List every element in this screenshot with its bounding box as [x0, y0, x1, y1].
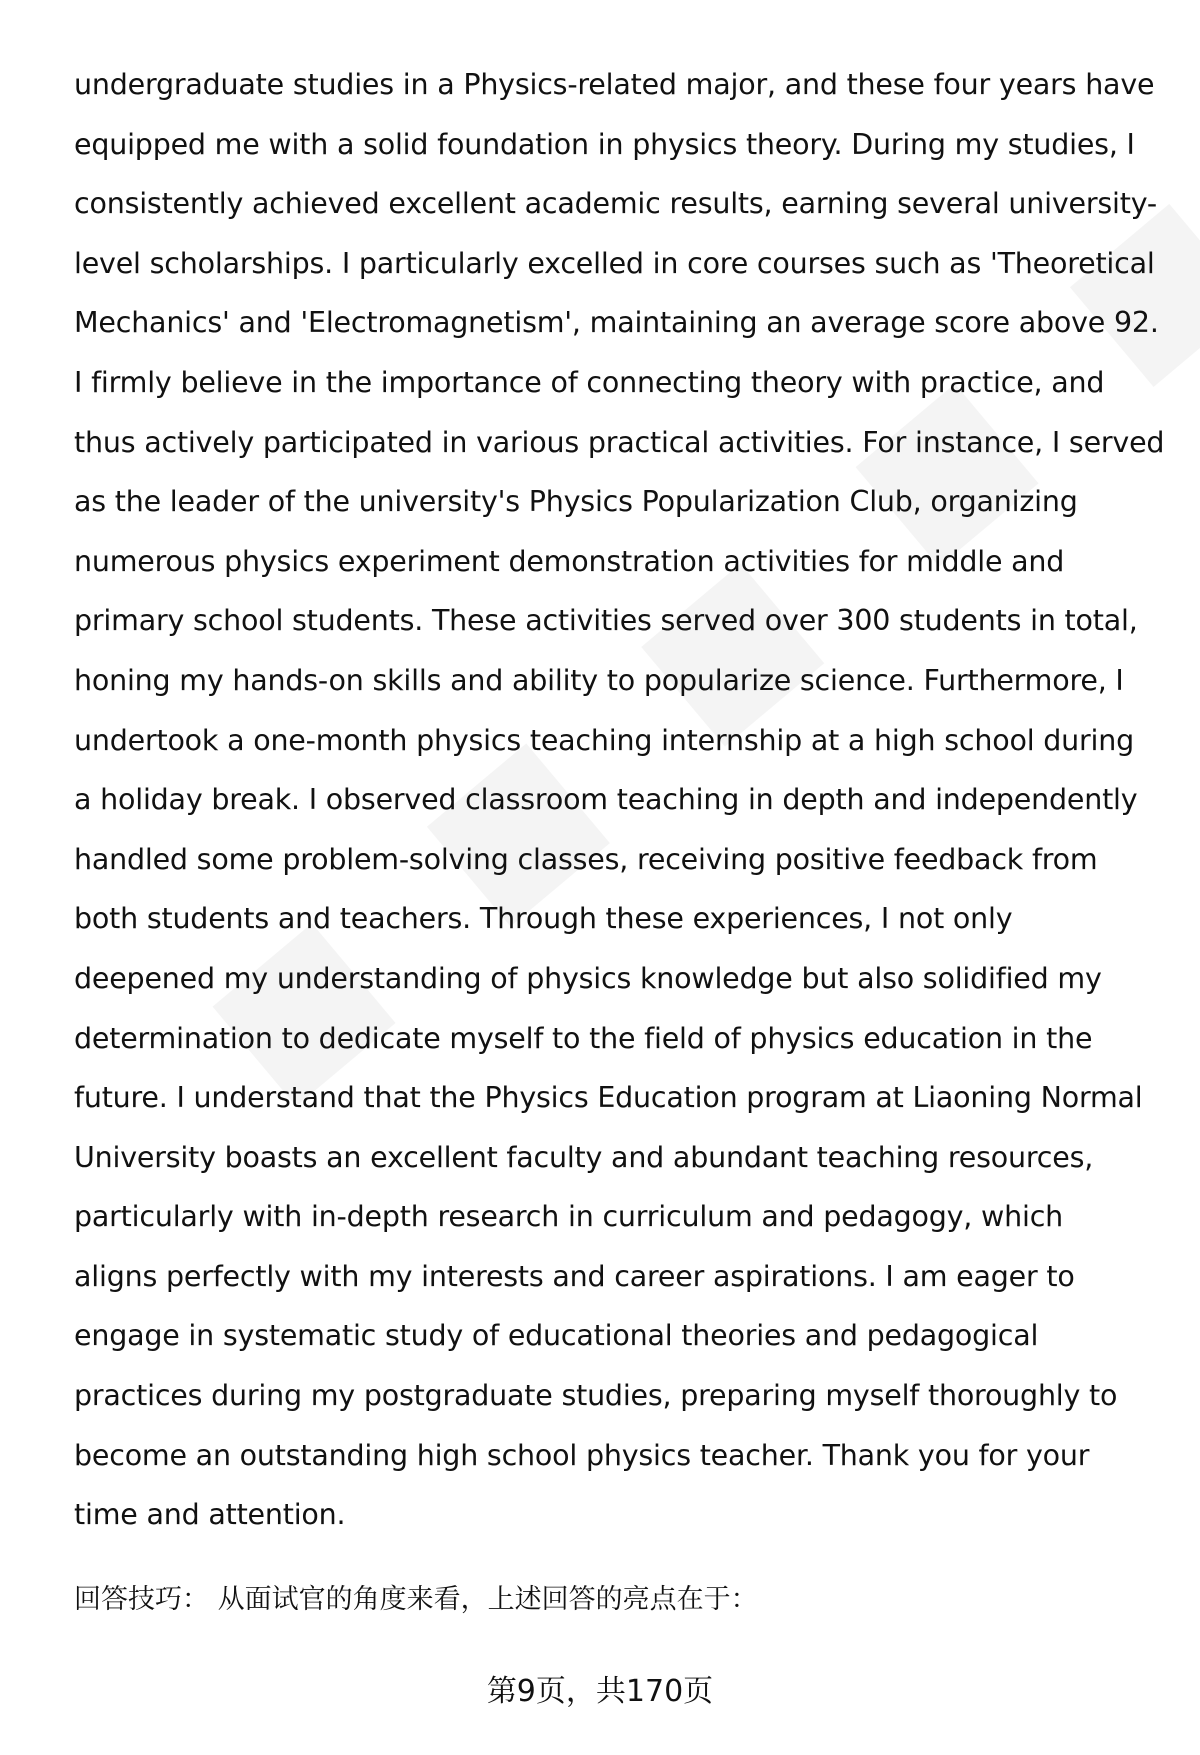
- paragraph-line: numerous physics experiment demonstration activities for middle and: [74, 544, 1065, 578]
- paragraph-line: undertook a one-month physics teaching internship at a high school during: [74, 723, 1135, 757]
- paragraph-line: handled some problem-solving classes, receiving positive feedback from: [74, 842, 1098, 876]
- paragraph-line: aligns perfectly with my interests and career aspirations. I am eager to: [74, 1259, 1075, 1293]
- answer-paragraph: [74, 55, 1174, 1545]
- paragraph-line: undergraduate studies in a Physics-related major, and these four years have: [74, 68, 1155, 101]
- paragraph-line: consistently achieved excellent academic results, earning several university-: [74, 187, 1157, 221]
- paragraph-line: level scholarships. I particularly excelled in core courses such as 'Theoretical: [74, 246, 1155, 280]
- paragraph-line: time and attention.: [74, 1498, 346, 1532]
- paragraph-line: deepened my understanding of physics knowledge but also solidified my: [74, 961, 1102, 995]
- paragraph-line: become an outstanding high school physics teacher. Thank you for your: [74, 1438, 1090, 1472]
- paragraph-line: practices during my postgraduate studies, preparing myself thoroughly to: [74, 1379, 1118, 1413]
- paragraph-line: University boasts an excellent faculty and abundant teaching resources,: [74, 1140, 1094, 1174]
- paragraph-line: a holiday break. I observed classroom teaching in depth and independently: [74, 783, 1138, 817]
- paragraph-line: particularly with in-depth research in curriculum and pedagogy, which: [74, 1200, 1064, 1234]
- paragraph-line: determination to dedicate myself to the field of physics education in the: [74, 1021, 1093, 1055]
- paragraph-line: honing my hands-on skills and ability to popularize science. Furthermore, I: [74, 663, 1124, 697]
- paragraph-line: primary school students. These activities served over 300 students in total,: [74, 604, 1138, 638]
- paragraph-line: Mechanics' and 'Electromagnetism', maintaining an average score above 92.: [74, 306, 1159, 340]
- paragraph-line: thus actively participated in various practical activities. For instance, I served: [74, 425, 1165, 459]
- paragraph-line: I firmly believe in the importance of connecting theory with practice, and: [74, 365, 1105, 399]
- page-number-footer: 第9页，共170页: [486, 1674, 714, 1709]
- paragraph-line: future. I understand that the Physics Education program at Liaoning Normal: [74, 1081, 1143, 1115]
- paragraph-line: engage in systematic study of educational theories and pedagogical: [74, 1319, 1039, 1353]
- answer-tip-heading: 回答技巧： 从面试官的角度来看，上述回答的亮点在于：: [74, 1584, 758, 1615]
- paragraph-line: both students and teachers. Through these experiences, I not only: [74, 902, 1013, 936]
- paragraph-line: equipped me with a solid foundation in physics theory. During my studies, I: [74, 127, 1135, 161]
- paragraph-line: as the leader of the university's Physics Popularization Club, organizing: [74, 485, 1078, 519]
